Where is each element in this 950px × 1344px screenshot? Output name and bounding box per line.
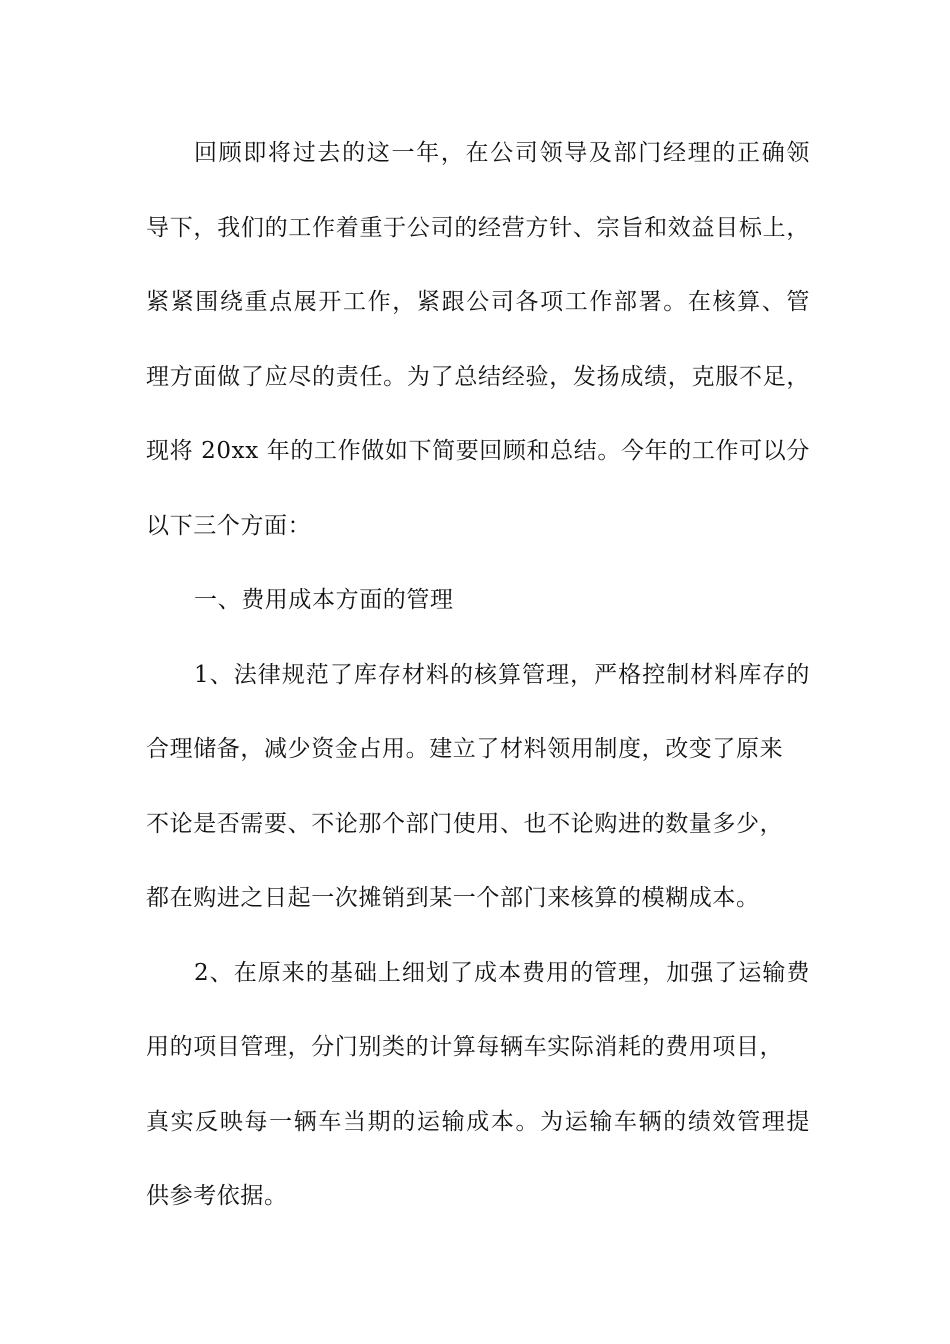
item-1-line-1: 1、法律规范了库存材料的核算管理，严格控制材料库存的 bbox=[194, 661, 810, 688]
paragraph-1-line-4: 理方面做了应尽的责任。为了总结经验，发扬成绩，克服不足， bbox=[146, 363, 810, 390]
item-2-line-1: 2、在原来的基础上细划了成本费用的管理，加强了运输费 bbox=[194, 959, 810, 986]
paragraph-1-line-2: 导下，我们的工作着重于公司的经营方针、宗旨和效益目标上， bbox=[146, 214, 810, 241]
item-1-line-2: 合理储备，减少资金占用。建立了材料领用制度，改变了原来 bbox=[146, 736, 784, 762]
item-2-line-2: 用的项目管理，分门别类的计算每辆车实际消耗的费用项目， bbox=[146, 1034, 784, 1060]
item-2-line-3: 真实反映每一辆车当期的运输成本。为运输车辆的绩效管理提 bbox=[146, 1108, 810, 1135]
item-1-line-3: 不论是否需要、不论那个部门使用、也不论购进的数量多少， bbox=[146, 810, 784, 837]
paragraph-1-line-6: 以下三个方面： bbox=[146, 512, 312, 539]
paragraph-1-line-3: 紧紧围绕重点展开工作，紧跟公司各项工作部署。在核算、管 bbox=[146, 289, 810, 315]
paragraph-1-line-1: 回顾即将过去的这一年，在公司领导及部门经理的正确领 bbox=[194, 140, 810, 166]
document-body bbox=[146, 126, 810, 1244]
item-2-line-4: 供参考依据。 bbox=[146, 1183, 288, 1209]
section-heading: 一、费用成本方面的管理 bbox=[194, 587, 454, 613]
paragraph-1-line-5: 现将 20xx 年的工作做如下简要回顾和总结。今年的工作可以分 bbox=[146, 438, 810, 464]
item-1-line-4: 都在购进之日起一次摊销到某一个部门来核算的模糊成本。 bbox=[146, 885, 760, 911]
